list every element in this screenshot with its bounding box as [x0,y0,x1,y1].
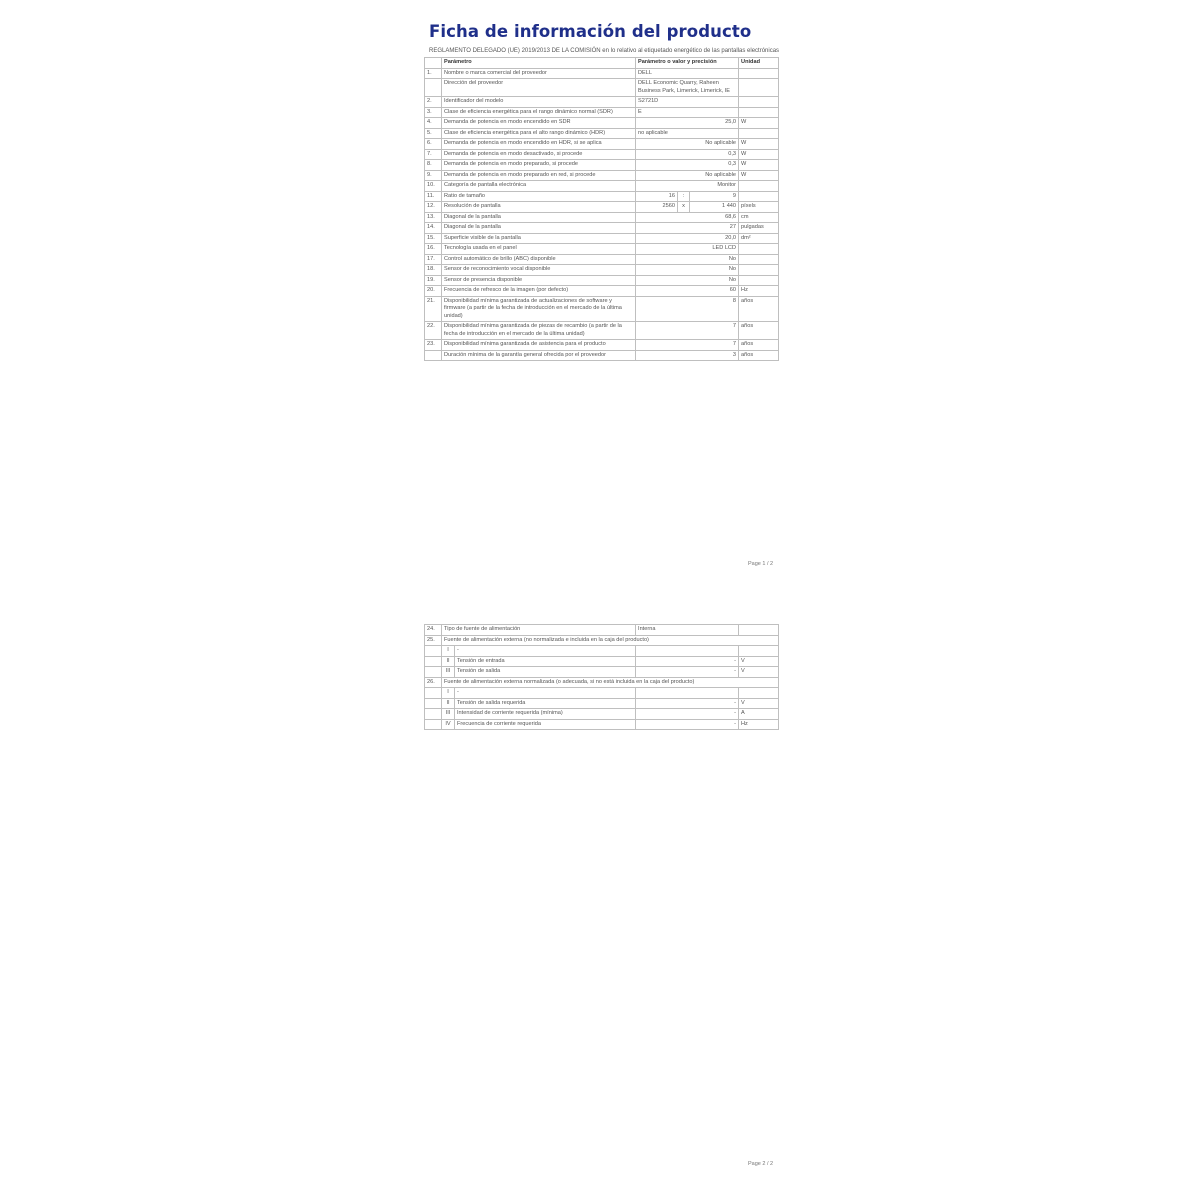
table-row [425,244,779,255]
row-unit: años [739,322,779,340]
row-parameter: Diagonal de la pantalla [442,212,636,223]
product-info-table-body [425,68,779,361]
row-value-part-2: 9 [690,191,739,202]
row-number: 8. [425,160,442,171]
row-number: 14. [425,223,442,234]
row-sub-index: III [442,667,455,678]
table-row [425,79,779,97]
document-subtitle: REGLAMENTO DELEGADO (UE) 2019/2013 DE LA COMISIÓN en lo relativo al etiquetado energético de las pantallas electrónicas [429,48,780,54]
row-unit [739,244,779,255]
table-row [425,170,779,181]
table-row [425,160,779,171]
row-sub-index: II [442,698,455,709]
row-unit: W [739,149,779,160]
row-number-empty [425,719,442,730]
row-value: LED LCD [636,244,739,255]
row-unit: años [739,296,779,322]
row-number: 9. [425,170,442,181]
row-unit: Hz [739,286,779,297]
row-unit [739,254,779,265]
row-number [425,79,442,97]
row-parameter: Intensidad de corriente requerida (mínima) [455,709,636,720]
row-value: - [636,719,739,730]
row-value: 0,3 [636,160,739,171]
row-number: 23. [425,340,442,351]
row-parameter: Disponibilidad mínima garantizada de actualizaciones de software y firmware (a partir de la fecha de introducción en el mercado de la última unidad) [442,296,636,322]
row-number-empty [425,698,442,709]
row-number: 17. [425,254,442,265]
header-value: Parámetro o valor y precisión [636,58,739,69]
row-unit [739,275,779,286]
row-value: No [636,265,739,276]
table-row [425,635,779,646]
table-row [425,698,779,709]
row-parameter: Dirección del proveedor [442,79,636,97]
row-value: No aplicable [636,139,739,150]
row-unit: V [739,698,779,709]
row-value: DELL [636,68,739,79]
row-parameter: Demanda de potencia en modo encendido en HDR, si se aplica [442,139,636,150]
row-number: 5. [425,128,442,139]
row-unit [739,265,779,276]
document-title: Ficha de información del producto [429,22,752,41]
row-number: 2. [425,97,442,108]
row-parameter: - [455,688,636,699]
table-row [425,340,779,351]
row-unit: W [739,118,779,129]
row-parameter: Demanda de potencia en modo encendido en SDR [442,118,636,129]
row-unit [739,68,779,79]
row-parameter: - [455,646,636,657]
row-parameter: Demanda de potencia en modo preparado en red, si procede [442,170,636,181]
row-unit [739,97,779,108]
row-parameter: Demanda de potencia en modo desactivado, si procede [442,149,636,160]
row-value: Interna [636,625,739,636]
row-number: 3. [425,107,442,118]
row-parameter: Ratio de tamaño [442,191,636,202]
table-header-row [425,58,779,69]
row-parameter: Resolución de pantalla [442,202,636,213]
row-parameter: Diagonal de la pantalla [442,223,636,234]
table-row [425,667,779,678]
product-information-sheet-page-1 [424,22,780,361]
row-number: 24. [425,625,442,636]
row-value: - [636,667,739,678]
row-sub-index: I [442,646,455,657]
row-unit: V [739,667,779,678]
table-row [425,68,779,79]
row-number-empty [425,656,442,667]
table-row [425,254,779,265]
page-number: Page 1 / 2 [748,561,774,567]
row-number: 18. [425,265,442,276]
row-number: 6. [425,139,442,150]
row-number: 15. [425,233,442,244]
row-value: no aplicable [636,128,739,139]
row-value: - [636,698,739,709]
row-parameter: Identificador del modelo [442,97,636,108]
row-parameter: Tecnología usada en el panel [442,244,636,255]
row-value: - [636,656,739,667]
row-value: 27 [636,223,739,234]
table-row [425,181,779,192]
row-parameter: Frecuencia de corriente requerida [455,719,636,730]
table-row [425,212,779,223]
row-value: No [636,275,739,286]
row-parameter: Categoría de pantalla electrónica [442,181,636,192]
row-number: 19. [425,275,442,286]
row-parameter: Clase de eficiencia energética para el alto rango dinámico (HDR) [442,128,636,139]
row-value-separator: x [678,202,690,213]
row-value: No aplicable [636,170,739,181]
row-value: 3 [636,350,739,361]
row-sub-index: I [442,688,455,699]
row-section-heading: Fuente de alimentación externa normalizada (o adecuada, si no está incluida en la caja del producto) [442,677,779,688]
row-unit: W [739,160,779,171]
page-number: Page 2 / 2 [748,1161,774,1167]
table-row [425,625,779,636]
row-number: 12. [425,202,442,213]
table-row [425,350,779,361]
row-parameter: Nombre o marca comercial del proveedor [442,68,636,79]
row-unit: dm² [739,233,779,244]
table-row [425,677,779,688]
row-parameter: Duración mínima de la garantía general ofrecida por el proveedor [442,350,636,361]
row-value-part-2: 1 440 [690,202,739,213]
table-row [425,286,779,297]
row-unit [739,688,779,699]
power-supply-table [424,624,779,730]
row-sub-index: III [442,709,455,720]
row-number [425,350,442,361]
row-number-empty [425,709,442,720]
row-unit [739,646,779,657]
row-number-empty [425,688,442,699]
table-row [425,223,779,234]
table-row [425,688,779,699]
row-section-heading: Fuente de alimentación externa (no normalizada e incluida en la caja del producto) [442,635,779,646]
table-row [425,233,779,244]
row-number-empty [425,646,442,657]
table-row [425,202,779,213]
product-information-sheet-page-2 [424,624,780,730]
row-unit: años [739,350,779,361]
row-parameter: Disponibilidad mínima garantizada de piezas de recambio (a partir de la fecha de introducción en el mercado de la última unidad) [442,322,636,340]
row-number: 10. [425,181,442,192]
row-number: 11. [425,191,442,202]
row-unit [739,191,779,202]
table-row [425,128,779,139]
row-parameter: Sensor de presencia disponible [442,275,636,286]
header-number [425,58,442,69]
row-unit: cm [739,212,779,223]
table-row [425,646,779,657]
row-value: No [636,254,739,265]
row-parameter: Tensión de entrada [455,656,636,667]
row-value: Monitor [636,181,739,192]
row-number: 1. [425,68,442,79]
row-value: 8 [636,296,739,322]
row-number: 7. [425,149,442,160]
row-unit: pulgadas [739,223,779,234]
row-unit [739,625,779,636]
row-number: 20. [425,286,442,297]
table-row [425,149,779,160]
table-row [425,296,779,322]
row-value: 7 [636,340,739,351]
row-parameter: Sensor de reconocimiento vocal disponible [442,265,636,276]
row-unit: píxels [739,202,779,213]
header-parameter: Parámetro [442,58,636,69]
row-number: 21. [425,296,442,322]
row-unit: W [739,139,779,150]
table-row [425,709,779,720]
row-number: 25. [425,635,442,646]
row-unit: V [739,656,779,667]
row-unit [739,79,779,97]
table-row [425,656,779,667]
power-supply-table-body [425,625,779,730]
row-parameter: Frecuencia de refresco de la imagen (por defecto) [442,286,636,297]
row-sub-index: II [442,656,455,667]
row-parameter: Tensión de salida [455,667,636,678]
row-unit [739,107,779,118]
table-row [425,275,779,286]
table-row [425,322,779,340]
row-value: DELL Economic Quarry, Raheen Business Park, Limerick, Limerick, IE [636,79,739,97]
row-unit [739,128,779,139]
row-value [636,688,739,699]
table-row [425,265,779,276]
row-parameter: Clase de eficiencia energética para el rango dinámico normal (SDR) [442,107,636,118]
table-row [425,191,779,202]
row-parameter: Disponibilidad mínima garantizada de asistencia para el producto [442,340,636,351]
row-parameter: Superficie visible de la pantalla [442,233,636,244]
row-value: S2721D [636,97,739,108]
row-parameter: Tipo de fuente de alimentación [442,625,636,636]
row-parameter: Tensión de salida requerida [455,698,636,709]
row-value: E [636,107,739,118]
row-value [636,646,739,657]
table-row [425,97,779,108]
row-value: - [636,709,739,720]
row-number: 13. [425,212,442,223]
row-value-separator: : [678,191,690,202]
row-value: 25,0 [636,118,739,129]
row-value: 60 [636,286,739,297]
table-row [425,118,779,129]
row-value: 20,0 [636,233,739,244]
row-parameter: Demanda de potencia en modo preparado, si procede [442,160,636,171]
row-unit: años [739,340,779,351]
product-info-table [424,57,779,361]
row-number-empty [425,667,442,678]
row-value: 68,6 [636,212,739,223]
row-value-part-1: 2560 [636,202,678,213]
header-unit: Unidad [739,58,779,69]
row-unit: Hz [739,719,779,730]
row-value: 7 [636,322,739,340]
row-value-part-1: 16 [636,191,678,202]
row-unit: W [739,170,779,181]
row-value: 0,3 [636,149,739,160]
table-row [425,139,779,150]
row-number: 26. [425,677,442,688]
row-number: 4. [425,118,442,129]
row-parameter: Control automático de brillo (ABC) disponible [442,254,636,265]
row-number: 22. [425,322,442,340]
row-unit: A [739,709,779,720]
row-number: 16. [425,244,442,255]
table-row [425,719,779,730]
row-sub-index: IV [442,719,455,730]
table-row [425,107,779,118]
row-unit [739,181,779,192]
